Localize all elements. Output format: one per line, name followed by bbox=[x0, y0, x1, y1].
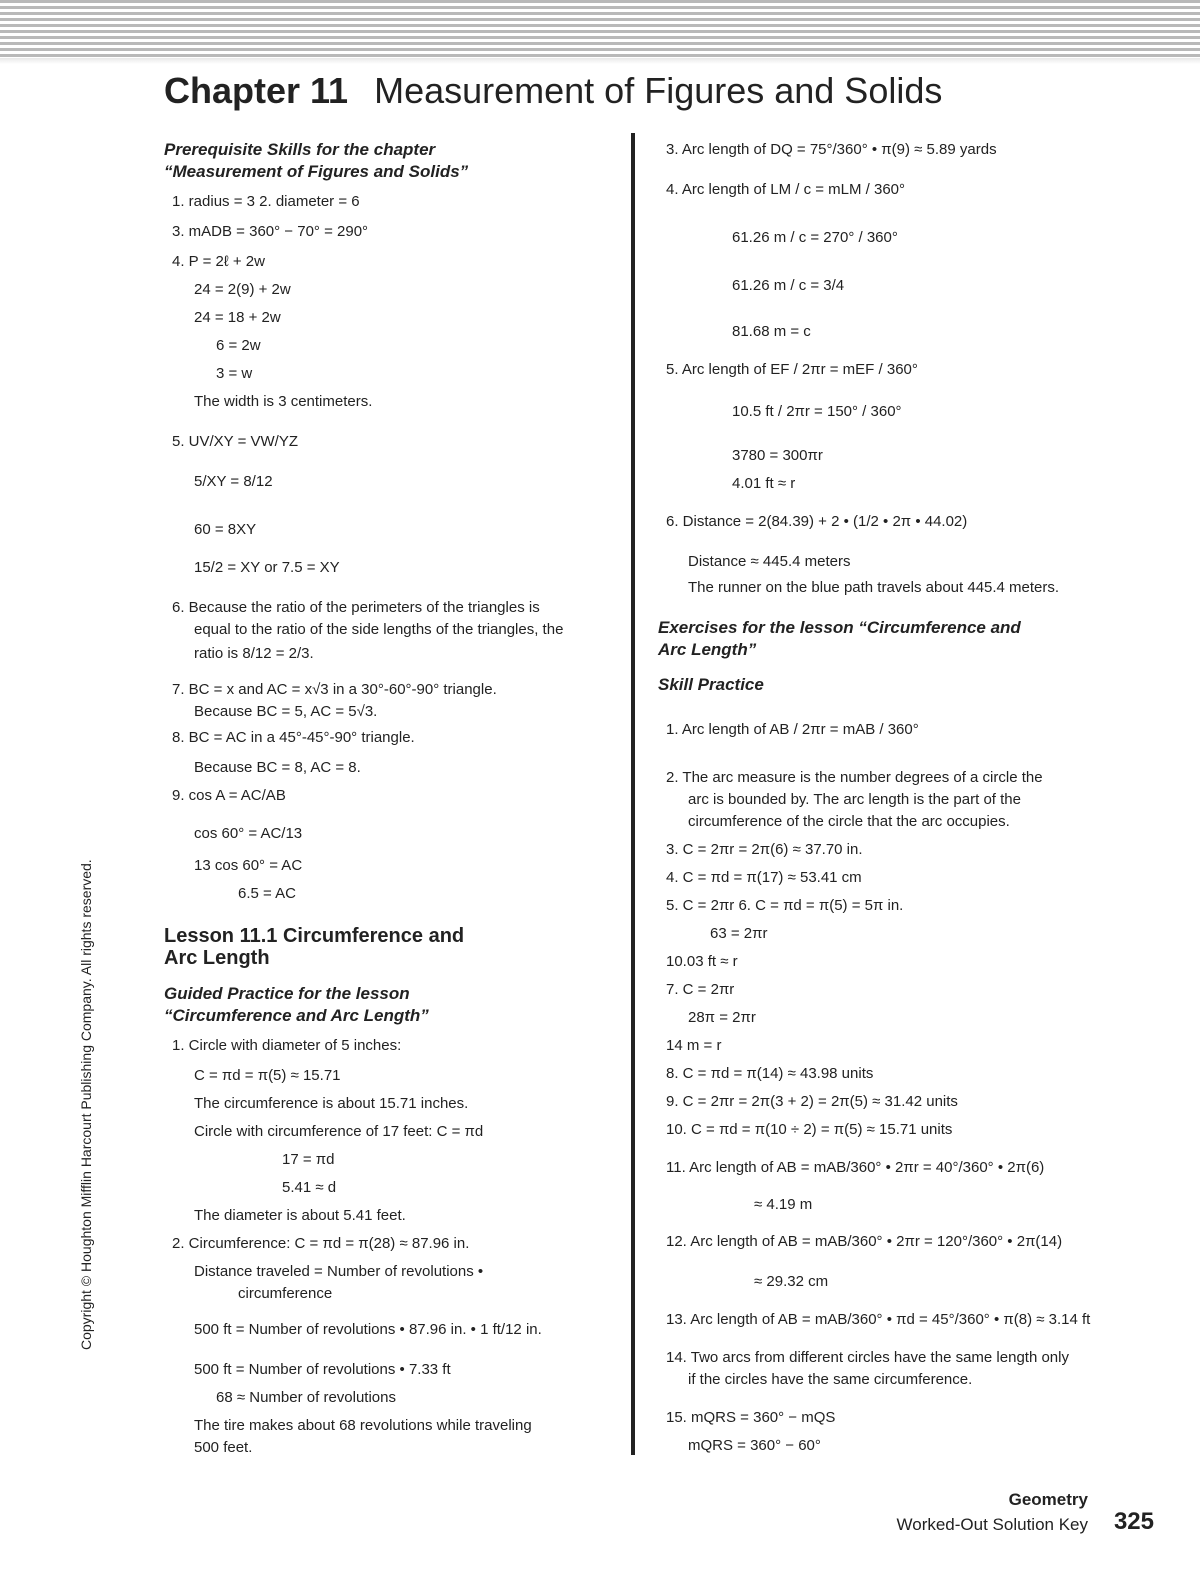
right-line: 14 m = r bbox=[666, 1037, 722, 1054]
left-line: 500 ft = Number of revolutions • 87.96 in. • 1 ft/12 in. bbox=[194, 1321, 542, 1338]
left-line: “Measurement of Figures and Solids” bbox=[164, 162, 469, 181]
left-line: The tire makes about 68 revolutions while traveling bbox=[194, 1417, 532, 1434]
left-line: 7. BC = x and AC = x√3 in a 30°-60°-90° triangle. bbox=[172, 681, 497, 698]
left-line: 60 = 8XY bbox=[194, 521, 257, 538]
right-line: circumference of the circle that the arc occupies. bbox=[688, 813, 1010, 830]
left-line: The diameter is about 5.41 feet. bbox=[194, 1207, 406, 1224]
right-line: 81.68 m = c bbox=[732, 323, 811, 340]
left-line: 24 = 2(9) + 2w bbox=[194, 281, 291, 298]
chapter-title bbox=[164, 70, 942, 112]
left-line: 5/XY = 8/12 bbox=[194, 473, 273, 490]
right-line: 3780 = 300πr bbox=[732, 447, 823, 464]
left-line: Guided Practice for the lesson bbox=[164, 984, 410, 1003]
left-line: 1. radius = 3 2. diameter = 6 bbox=[172, 193, 360, 210]
right-line: arc is bounded by. The arc length is the part of the bbox=[688, 791, 1021, 808]
left-line: 15/2 = XY or 7.5 = XY bbox=[194, 559, 340, 576]
left-line: 500 ft = Number of revolutions • 7.33 ft bbox=[194, 1361, 451, 1378]
right-line: mQRS = 360° − 60° bbox=[688, 1437, 821, 1454]
left-line: 6 = 2w bbox=[216, 337, 261, 354]
right-line: The runner on the blue path travels about 445.4 meters. bbox=[688, 579, 1060, 596]
left-line: 17 = πd bbox=[282, 1151, 335, 1168]
right-line: 13. Arc length of AB = mAB/360° • πd = 45°/360° • π(8) ≈ 3.14 ft bbox=[666, 1311, 1091, 1328]
right-line: 61.26 m / c = 3/4 bbox=[732, 277, 845, 294]
right-line: 14. Two arcs from different circles have the same length only bbox=[666, 1349, 1069, 1366]
right-line: Exercises for the lesson “Circumference and bbox=[658, 618, 1021, 637]
right-line: Skill Practice bbox=[658, 675, 764, 694]
right-line: 10. C = πd = π(10 ÷ 2) = π(5) ≈ 15.71 units bbox=[666, 1121, 953, 1138]
right-line: 5. Arc length of EF / 2πr = mEF / 360° bbox=[666, 361, 918, 378]
footer-subject: Geometry bbox=[1008, 1490, 1088, 1509]
right-line: 15. mQRS = 360° − mQS bbox=[666, 1409, 836, 1426]
right-line: 4. C = πd = π(17) ≈ 53.41 cm bbox=[666, 869, 862, 886]
right-line: 10.03 ft ≈ r bbox=[666, 953, 738, 970]
right-line: 4. Arc length of LM / c = mLM / 360° bbox=[666, 181, 906, 198]
header-stripes bbox=[0, 0, 1200, 58]
left-line: Because BC = 8, AC = 8. bbox=[194, 759, 361, 776]
left-line: 24 = 18 + 2w bbox=[194, 309, 281, 326]
page-number: 325 bbox=[1113, 1508, 1154, 1535]
left-line: The width is 3 centimeters. bbox=[194, 393, 373, 410]
left-line: Distance traveled = Number of revolutions • bbox=[194, 1263, 484, 1280]
left-line: “Circumference and Arc Length” bbox=[164, 1006, 429, 1025]
right-line: if the circles have the same circumference. bbox=[688, 1371, 973, 1388]
right-line: 3. C = 2πr = 2π(6) ≈ 37.70 in. bbox=[666, 841, 863, 858]
right-line: 4.01 ft ≈ r bbox=[732, 475, 796, 492]
left-line: 3. mADB = 360° − 70° = 290° bbox=[172, 223, 369, 240]
left-line: 68 ≈ Number of revolutions bbox=[216, 1389, 396, 1406]
right-line: 2. The arc measure is the number degrees of a circle the bbox=[666, 769, 1043, 786]
chapter-label: Chapter 11 bbox=[164, 70, 349, 111]
left-line: 2. Circumference: C = πd = π(28) ≈ 87.96 in. bbox=[172, 1235, 470, 1252]
right-line: Distance ≈ 445.4 meters bbox=[688, 553, 851, 570]
left-line: ratio is 8/12 = 2/3. bbox=[194, 645, 314, 662]
right-line: 28π = 2πr bbox=[688, 1009, 756, 1026]
left-line: 4. P = 2ℓ + 2w bbox=[172, 253, 265, 270]
left-line: 6.5 = AC bbox=[238, 885, 296, 902]
right-line: ≈ 4.19 m bbox=[754, 1196, 813, 1213]
right-line: 11. Arc length of AB = mAB/360° • 2πr = 40°/360° • 2π(6) bbox=[666, 1159, 1045, 1176]
right-line: 1. Arc length of AB / 2πr = mAB / 360° bbox=[666, 721, 919, 738]
footer-key: Worked-Out Solution Key bbox=[896, 1515, 1088, 1534]
left-line: C = πd = π(5) ≈ 15.71 bbox=[194, 1067, 341, 1084]
left-line: Lesson 11.1 Circumference and bbox=[164, 925, 465, 947]
left-line: equal to the ratio of the side lengths of the triangles, the bbox=[194, 621, 564, 638]
right-line: 10.5 ft / 2πr = 150° / 360° bbox=[732, 403, 902, 420]
left-line: cos 60° = AC/13 bbox=[194, 825, 303, 842]
right-line: 12. Arc length of AB = mAB/360° • 2πr = 120°/360° • 2π(14) bbox=[666, 1233, 1063, 1250]
left-line: 1. Circle with diameter of 5 inches: bbox=[172, 1037, 402, 1054]
right-line: 9. C = 2πr = 2π(3 + 2) = 2π(5) ≈ 31.42 units bbox=[666, 1093, 958, 1110]
left-line: Circle with circumference of 17 feet: C = πd bbox=[194, 1123, 484, 1140]
left-line: Arc Length bbox=[164, 947, 270, 969]
left-line: 8. BC = AC in a 45°-45°-90° triangle. bbox=[172, 729, 415, 746]
right-line: 63 = 2πr bbox=[710, 925, 768, 942]
left-line: 5. UV/XY = VW/YZ bbox=[172, 433, 299, 450]
left-line: 6. Because the ratio of the perimeters of the triangles is bbox=[172, 599, 540, 616]
left-line: Because BC = 5, AC = 5√3. bbox=[194, 703, 378, 720]
right-line: Arc Length” bbox=[658, 640, 757, 659]
left-line: 13 cos 60° = AC bbox=[194, 857, 303, 874]
chapter-name: Measurement of Figures and Solids bbox=[374, 70, 943, 111]
left-line: 5.41 ≈ d bbox=[282, 1179, 337, 1196]
copyright-notice: Copyright © Houghton Mifflin Harcourt Publishing Company. All rights reserved. bbox=[78, 859, 94, 1350]
left-line: The circumference is about 15.71 inches. bbox=[194, 1095, 469, 1112]
right-line: ≈ 29.32 cm bbox=[754, 1273, 829, 1290]
right-line: 6. Distance = 2(84.39) + 2 • (1/2 • 2π • 44.02) bbox=[666, 513, 968, 530]
left-line: 500 feet. bbox=[194, 1439, 253, 1456]
left-line: circumference bbox=[238, 1285, 333, 1302]
right-line: 5. C = 2πr 6. C = πd = π(5) = 5π in. bbox=[666, 897, 904, 914]
left-line: 3 = w bbox=[216, 365, 253, 382]
right-line: 61.26 m / c = 270° / 360° bbox=[732, 229, 898, 246]
right-line: 8. C = πd = π(14) ≈ 43.98 units bbox=[666, 1065, 874, 1082]
right-line: 3. Arc length of DQ = 75°/360° • π(9) ≈ 5.89 yards bbox=[666, 141, 997, 158]
right-line: 7. C = 2πr bbox=[666, 981, 735, 998]
left-line: 9. cos A = AC/AB bbox=[172, 787, 286, 804]
column-divider bbox=[631, 133, 635, 1455]
left-line: Prerequisite Skills for the chapter bbox=[164, 140, 436, 159]
